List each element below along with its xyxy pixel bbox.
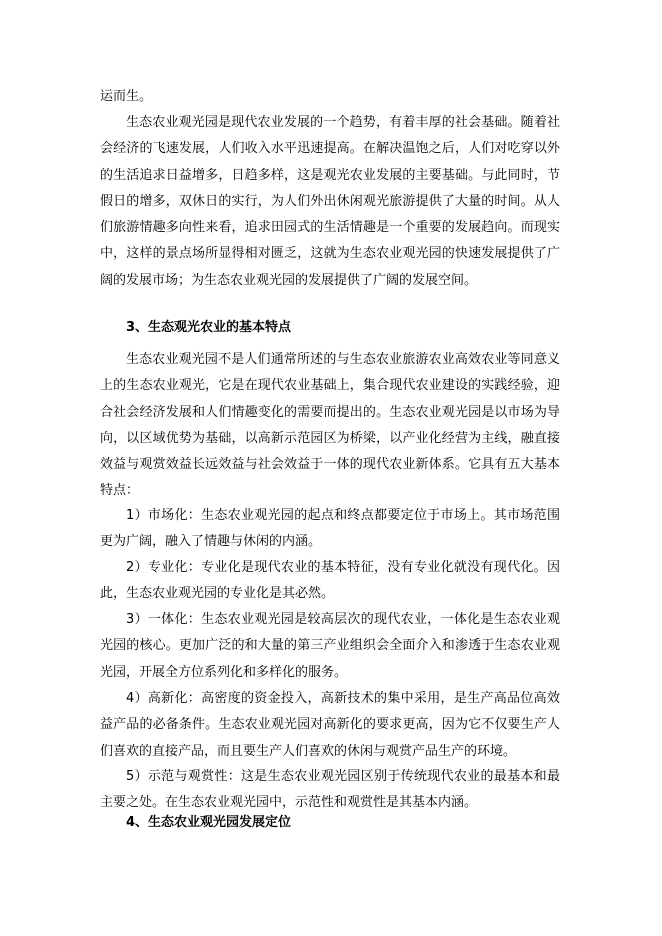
section-3-heading: 3、生态观光农业的基本特点 — [126, 320, 292, 335]
feature-item-integration: 3）一体化：生态农业观光园是较高层次的现代农业，一体化是生态农业观光园的核心。更加广泛的和大量的第三产业组织会全面介入和渗透于生态农业观光园，开展全方位系列化和多样化的服务。 — [100, 612, 560, 680]
feature-item-specialization: 2）专业化：专业化是现代农业的基本特征，没有专业化就没有现代化。因此，生态农业观光园的专业化是其必然。 — [100, 560, 560, 602]
section-4-heading: 4、生态农业观光园发展定位 — [126, 815, 292, 830]
feature-item-demonstration: 5）示范与观赏性：这是生态农业观光园区别于传统现代农业的最基本和最主要之处。在生态农业观光园中，示范性和观赏性是其基本内涵。 — [100, 769, 560, 811]
feature-item-marketization: 1）市场化：生态农业观光园的起点和终点都要定位于市场上。其市场范围更为广阔，融入了情趣与休闲的内涵。 — [100, 508, 560, 550]
continuation-text: 运而生。 — [100, 89, 153, 104]
paragraph-social-basis: 生态农业观光园是现代农业发展的一个趋势，有着丰厚的社会基础。随着社会经济的飞速发展，人们收入水平迅速提高。在解决温饱之后，人们对吃穿以外的生活追求日益增多，日趋多样，这是观光农业发展的主要基础。与此同时，节假日的增多，双休日的实行，为人们外出休闲观光旅游提供了大量的时间。从人们旅游情趣多向性来看，追求田园式的生活情趣是一个重要的发展趋向。而现实中，这样的景点场所显得相对匮乏，这就为生态农业观光园的快速发展提供了广阔的发展市场；为生态农业观光园的发展提供了广阔的发展空间。 — [100, 115, 560, 288]
paragraph-basic-features-intro: 生态农业观光园不是人们通常所述的与生态农业旅游农业高效农业等同意义上的生态农业观光，它是在现代农业基础上，集合现代农业建设的实践经验，迎合社会经济发展和人们情趣变化的需要而提出的。生态农业观光园是以市场为导向，以区域优势为基础，以高新示范园区为桥梁，以产业化经营为主线，融直接效益与观赏效益长远效益与社会效益于一体的现代农业新体系。它具有五大基本特点： — [100, 352, 560, 499]
feature-item-high-tech: 4）高新化：高密度的资金投入，高新技术的集中采用，是生产高品位高效益产品的必备条件。生态农业观光园对高新化的要求更高，因为它不仅要生产人们喜欢的直接产品，而且要生产人们喜欢的休闲与观赏产品生产的环境。 — [100, 691, 560, 759]
